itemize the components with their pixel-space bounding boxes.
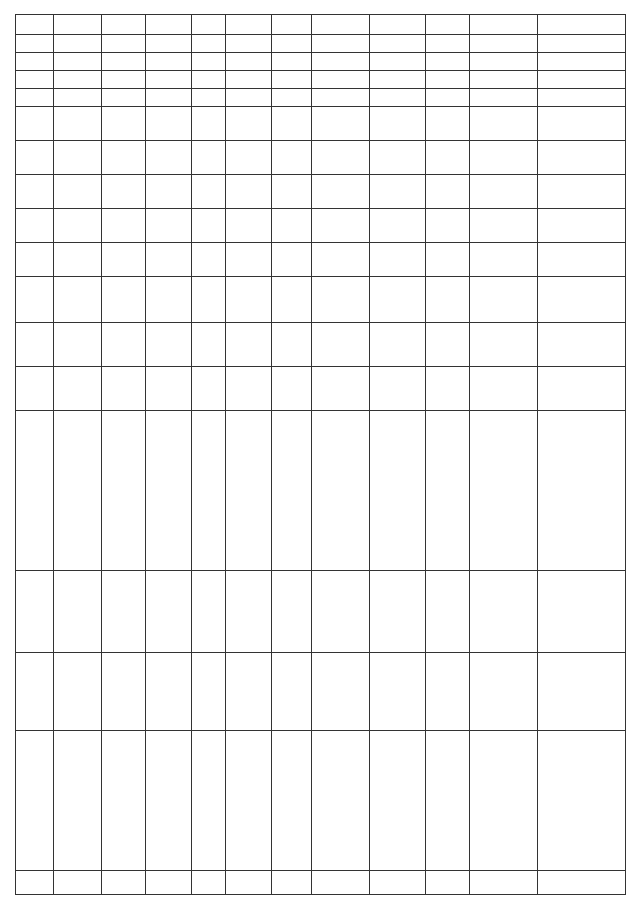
table-cell-v5 [54,107,102,141]
table-cell-start [146,367,192,411]
table-cell-v10 [54,15,102,35]
table-cell-v7 [54,71,102,89]
table-cell-result [102,411,146,571]
table-cell-executor [54,571,102,653]
table-cell-source [312,277,370,323]
table-cell-end [470,323,538,367]
table-cell-v2 [470,209,538,243]
table-cell-v9 [146,35,192,53]
table-cell-v7 [470,71,538,89]
table-cell-executor [226,571,272,653]
table-cell-start [54,367,102,411]
table-cell-v4 [102,141,146,175]
table-cell-v7 [370,71,426,89]
table-cell-v1 [102,243,146,277]
table-cell-v6 [102,89,146,107]
table-cell-v9 [54,35,102,53]
table-cell-v4 [470,141,538,175]
table-cell-source [102,277,146,323]
table-cell-no [538,871,626,895]
table-cell-v7 [312,71,370,89]
table-cell-v4 [312,141,370,175]
table-cell-start [102,367,146,411]
table-cell-end [426,323,470,367]
table-cell-v1 [370,243,426,277]
table-cell-v6 [192,89,226,107]
table-cell-executor [470,571,538,653]
table-cell-result [538,411,626,571]
table-cell-v6 [370,89,426,107]
table-cell-result [192,411,226,571]
table-cell-no [146,871,192,895]
table-cell-no [312,871,370,895]
table-cell-v2 [226,209,272,243]
table-cell-source [370,277,426,323]
table-cell-v2 [102,209,146,243]
table-cell-v7 [538,71,626,89]
table-cell-v8 [102,53,146,71]
table-cell-executor [538,571,626,653]
table-cell-v4 [226,141,272,175]
table-cell-end [370,323,426,367]
table-cell-v6 [16,89,54,107]
table-cell-responsible [102,653,146,731]
table-cell-v7 [16,71,54,89]
table-cell-v4 [54,141,102,175]
table-cell-v7 [226,71,272,89]
table-cell-v5 [538,107,626,141]
table-row [272,15,312,895]
table-cell-responsible [470,653,538,731]
table-cell-name [426,731,470,871]
table-cell-responsible [272,653,312,731]
table-cell-no [102,871,146,895]
table-cell-v9 [272,35,312,53]
table-cell-v1 [226,243,272,277]
table-cell-no [370,871,426,895]
table-cell-v3 [192,175,226,209]
table-cell-start [538,367,626,411]
table-cell-v2 [192,209,226,243]
table-cell-v3 [16,175,54,209]
table-cell-start [312,367,370,411]
table-cell-v10 [470,15,538,35]
table-cell-v1 [146,243,192,277]
table-row [146,15,192,895]
table-cell-name [226,731,272,871]
table-cell-v10 [16,15,54,35]
table-cell-v2 [272,209,312,243]
table-row [470,15,538,895]
table-cell-v8 [16,53,54,71]
table-cell-v3 [370,175,426,209]
table-cell-end [312,323,370,367]
table-cell-v9 [370,35,426,53]
table-cell-v2 [312,209,370,243]
table-cell-responsible [370,653,426,731]
table-cell-v7 [272,71,312,89]
table-cell-responsible [538,653,626,731]
table-cell-v10 [312,15,370,35]
table-cell-v3 [538,175,626,209]
table-cell-start [370,367,426,411]
table-cell-start [226,367,272,411]
table-cell-v4 [272,141,312,175]
table-row [312,15,370,895]
table-cell-v1 [312,243,370,277]
table-cell-end [16,323,54,367]
table-cell-source [470,277,538,323]
table-cell-v8 [370,53,426,71]
table-cell-v3 [146,175,192,209]
table-cell-v1 [272,243,312,277]
table-cell-end [538,323,626,367]
table-cell-v1 [16,243,54,277]
table-cell-v5 [146,107,192,141]
table-cell-start [426,367,470,411]
table-cell-v2 [538,209,626,243]
table-cell-executor [16,571,54,653]
table-cell-v10 [192,15,226,35]
table-cell-v1 [426,243,470,277]
table-cell-no [192,871,226,895]
table-cell-v4 [192,141,226,175]
table-cell-v9 [426,35,470,53]
table-cell-v5 [226,107,272,141]
table-cell-v5 [312,107,370,141]
table-cell-v8 [192,53,226,71]
table-cell-v9 [226,35,272,53]
table-cell-v6 [312,89,370,107]
table-cell-source [226,277,272,323]
table-cell-executor [272,571,312,653]
table-cell-end [102,323,146,367]
table-row [192,15,226,895]
table-cell-v5 [426,107,470,141]
table-cell-v4 [538,141,626,175]
table-cell-v9 [102,35,146,53]
table-cell-responsible [226,653,272,731]
table-cell-no [426,871,470,895]
table-cell-v8 [538,53,626,71]
table-cell-result [272,411,312,571]
table-row [538,15,626,895]
table-row [370,15,426,895]
table-cell-source [146,277,192,323]
table-cell-v10 [538,15,626,35]
table-cell-name [538,731,626,871]
table-row [226,15,272,895]
table-cell-v3 [102,175,146,209]
table-cell-v5 [272,107,312,141]
table-cell-v1 [470,243,538,277]
table-cell-v6 [426,89,470,107]
table-cell-result [312,411,370,571]
table-cell-no [226,871,272,895]
table-cell-v8 [426,53,470,71]
table-cell-v4 [426,141,470,175]
rotated-table-area [15,15,625,895]
table-cell-source [16,277,54,323]
table-cell-v3 [272,175,312,209]
table-row [16,15,54,895]
table-cell-name [312,731,370,871]
table-cell-responsible [146,653,192,731]
table-cell-v4 [16,141,54,175]
table-cell-name [272,731,312,871]
table-cell-name [370,731,426,871]
table-cell-v5 [102,107,146,141]
table-cell-source [192,277,226,323]
table-cell-source [54,277,102,323]
table-row [54,15,102,895]
table-cell-result [470,411,538,571]
table-cell-v10 [102,15,146,35]
table-cell-executor [426,571,470,653]
table-cell-v5 [192,107,226,141]
table-cell-executor [102,571,146,653]
table-cell-v3 [226,175,272,209]
table-cell-start [272,367,312,411]
table-cell-name [102,731,146,871]
table-cell-v2 [16,209,54,243]
table-cell-v6 [470,89,538,107]
table-cell-v4 [146,141,192,175]
table-cell-v5 [470,107,538,141]
table-cell-name [146,731,192,871]
table-cell-result [226,411,272,571]
table-cell-executor [146,571,192,653]
table-cell-responsible [54,653,102,731]
table-wrapper [15,15,625,895]
table-cell-v1 [54,243,102,277]
table-cell-result [146,411,192,571]
table-cell-v8 [146,53,192,71]
table-row [426,15,470,895]
table-cell-v6 [538,89,626,107]
table-cell-end [272,323,312,367]
table-cell-v3 [470,175,538,209]
table-cell-result [426,411,470,571]
table-cell-name [470,731,538,871]
table-cell-source [538,277,626,323]
table-cell-responsible [426,653,470,731]
table-cell-no [16,871,54,895]
table-cell-result [370,411,426,571]
table-row [102,15,146,895]
table-cell-v2 [146,209,192,243]
table-cell-v10 [272,15,312,35]
table-cell-executor [370,571,426,653]
table-cell-v8 [312,53,370,71]
table-cell-responsible [312,653,370,731]
table-cell-name [54,731,102,871]
table-cell-v7 [102,71,146,89]
table-cell-v9 [312,35,370,53]
table-cell-executor [192,571,226,653]
table-cell-v10 [426,15,470,35]
table-cell-v3 [312,175,370,209]
table-cell-v6 [54,89,102,107]
table-cell-no [272,871,312,895]
table-cell-v10 [146,15,192,35]
table-cell-v7 [146,71,192,89]
table-cell-source [272,277,312,323]
table-cell-v4 [370,141,426,175]
table-cell-v7 [426,71,470,89]
program-table [15,14,626,895]
table-cell-v8 [272,53,312,71]
table-cell-v9 [538,35,626,53]
table-cell-v6 [146,89,192,107]
table-cell-no [54,871,102,895]
table-cell-end [192,323,226,367]
table-cell-v3 [54,175,102,209]
table-cell-source [426,277,470,323]
table-cell-v8 [226,53,272,71]
table-cell-end [54,323,102,367]
table-cell-start [192,367,226,411]
table-cell-v6 [272,89,312,107]
table-cell-v9 [470,35,538,53]
table-cell-v2 [426,209,470,243]
table-cell-v5 [370,107,426,141]
table-cell-result [54,411,102,571]
table-cell-responsible [16,653,54,731]
table-cell-name [192,731,226,871]
table-cell-name [16,731,54,871]
table-cell-v5 [16,107,54,141]
table-cell-executor [312,571,370,653]
table-cell-v2 [54,209,102,243]
table-cell-v8 [470,53,538,71]
table-body [16,15,626,895]
table-cell-end [146,323,192,367]
table-cell-v2 [370,209,426,243]
table-cell-v9 [192,35,226,53]
table-cell-start [470,367,538,411]
table-cell-v6 [226,89,272,107]
table-cell-v1 [192,243,226,277]
table-cell-v8 [54,53,102,71]
table-cell-v9 [16,35,54,53]
table-cell-no [470,871,538,895]
table-cell-v7 [192,71,226,89]
table-cell-v10 [226,15,272,35]
table-cell-responsible [192,653,226,731]
table-cell-result [16,411,54,571]
table-cell-v1 [538,243,626,277]
table-cell-v10 [370,15,426,35]
table-cell-end [226,323,272,367]
table-cell-start [16,367,54,411]
table-cell-v3 [426,175,470,209]
